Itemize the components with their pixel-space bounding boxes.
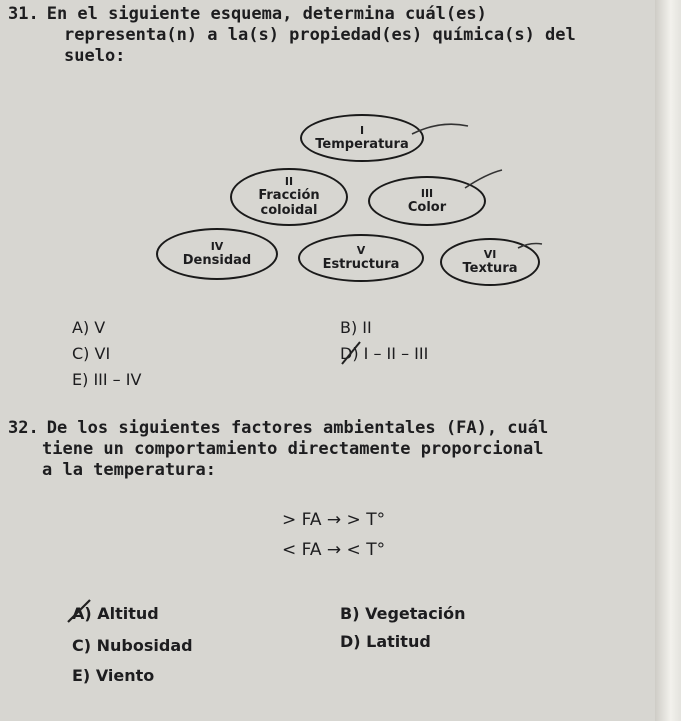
q31-option-d: D) I – II – III xyxy=(340,344,429,363)
question-32 xyxy=(8,418,668,481)
q32-option-b: B) Vegetación xyxy=(340,604,466,623)
question-31-number: 31. xyxy=(8,4,39,24)
node-fraccion-label: Fracción coloidal xyxy=(258,188,320,218)
answer-mark-d xyxy=(338,338,364,368)
q32-option-c: C) Nubosidad xyxy=(72,636,193,655)
node-color-label: Color xyxy=(407,199,447,215)
formula-less: < FA → < T° xyxy=(282,540,386,560)
q31-option-c: C) VI xyxy=(72,344,111,363)
node-temperatura-label: Temperatura xyxy=(315,136,409,152)
node-textura xyxy=(440,238,540,286)
node-estructura-number: V xyxy=(356,243,366,257)
q32-option-a: A) Altitud xyxy=(72,604,159,623)
node-densidad-label: Densidad xyxy=(182,252,252,268)
node-fraccion-number: II xyxy=(284,175,294,188)
node-fraccion-coloidal xyxy=(230,168,348,226)
question-31-line-1: En el siguiente esquema, determina cuál(es) xyxy=(46,4,487,24)
node-temperatura-number: I xyxy=(359,123,365,137)
node-estructura-label: Estructura xyxy=(322,256,400,272)
node-textura-number: VI xyxy=(483,247,497,261)
question-32-number: 32. xyxy=(8,418,39,438)
q31-option-e: E) III – IV xyxy=(72,370,142,389)
question-32-line-2: tiene un comportamiento directamente proporcional xyxy=(42,439,544,459)
question-31-line-2: representa(n) a la(s) propiedad(es) química(s) del xyxy=(64,25,576,45)
node-color-number: III xyxy=(420,186,434,200)
q32-option-d: D) Latitud xyxy=(340,632,431,651)
q31-option-b: B) II xyxy=(340,318,372,337)
question-31-line-3: suelo: xyxy=(64,46,126,66)
formula-greater: > FA → > T° xyxy=(282,510,386,530)
question-31 xyxy=(8,4,658,67)
node-densidad-number: IV xyxy=(210,239,224,253)
q31-option-a: A) V xyxy=(72,318,106,337)
node-estructura xyxy=(298,234,424,282)
answer-mark-a xyxy=(64,596,94,626)
node-temperatura xyxy=(300,114,424,162)
node-color xyxy=(368,176,486,226)
question-32-line-1: De los siguientes factores ambientales (FA), cuál xyxy=(46,418,549,438)
node-textura-label: Textura xyxy=(462,260,518,276)
node-densidad xyxy=(156,228,278,280)
page-edge xyxy=(655,0,681,721)
q32-option-e: E) Viento xyxy=(72,666,155,685)
soil-properties-diagram xyxy=(150,108,550,298)
question-32-line-3: a la temperatura: xyxy=(42,460,216,480)
